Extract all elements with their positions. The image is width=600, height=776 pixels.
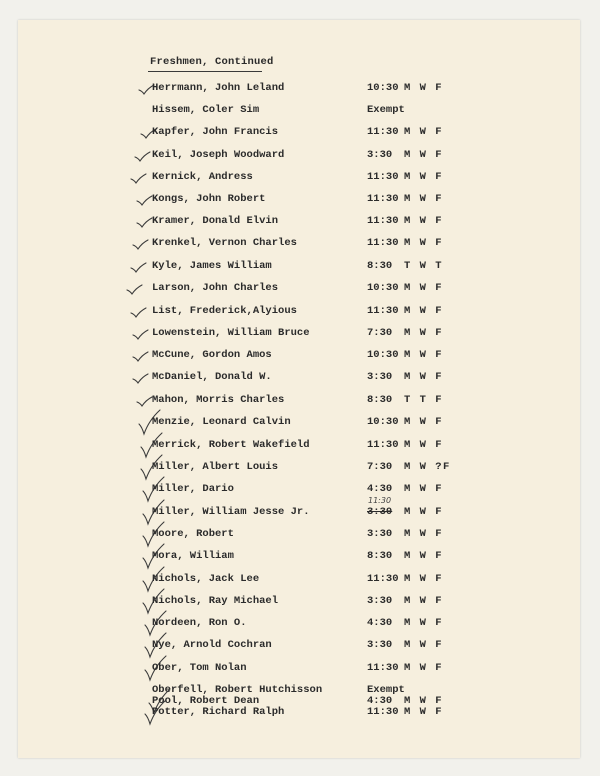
student-name: Nye, Arnold Cochran — [152, 639, 272, 651]
class-days: M W F — [404, 416, 444, 428]
class-time: 11:30 — [367, 237, 399, 249]
student-name: Keil, Joseph Woodward — [152, 149, 285, 161]
class-time: 4:30 — [367, 695, 393, 707]
table-row — [0, 371, 600, 387]
class-days: M W F — [404, 617, 444, 629]
class-days: M W F — [404, 327, 444, 339]
class-days: M W F — [404, 171, 444, 183]
student-name: Mora, William — [152, 550, 234, 562]
class-time: 3:30 — [367, 595, 393, 607]
student-name: Oberfell, Robert Hutchisson — [152, 684, 323, 696]
table-row — [0, 394, 600, 410]
class-days: M W F — [404, 706, 444, 718]
student-name: Mahon, Morris Charles — [152, 394, 285, 406]
handwritten-time-correction: 11:30 — [368, 496, 392, 505]
class-time: 4:30 — [367, 617, 393, 629]
class-days: M W F — [404, 573, 444, 585]
student-name: Nordeen, Ron O. — [152, 617, 247, 629]
student-name: Krenkel, Vernon Charles — [152, 237, 297, 249]
student-name: Nichols, Jack Lee — [152, 573, 260, 585]
student-name: List, Frederick,Alyious — [152, 305, 297, 317]
class-time: 11:30 — [367, 439, 399, 451]
class-days: M W F — [404, 215, 444, 227]
student-name: Kongs, John Robert — [152, 193, 266, 205]
class-time: 8:30 — [367, 550, 393, 562]
class-time: 10:30 — [367, 349, 399, 361]
table-row — [0, 237, 600, 253]
class-time: 10:30 — [367, 416, 399, 428]
student-name: Hissem, Coler Sim — [152, 104, 260, 116]
class-time: 8:30 — [367, 394, 393, 406]
heading-underline — [148, 71, 262, 72]
table-row — [0, 149, 600, 165]
class-days: M W F — [404, 550, 444, 562]
class-days: M W F — [404, 237, 444, 249]
class-time: 10:30 — [367, 82, 399, 94]
table-row — [0, 617, 600, 633]
class-days: M W F — [404, 282, 444, 294]
class-time: 11:30 — [367, 662, 399, 674]
table-row — [0, 662, 600, 678]
class-days: M W ?F — [404, 461, 451, 473]
table-row — [0, 639, 600, 655]
table-row — [0, 550, 600, 566]
class-time: 4:30 — [367, 483, 393, 495]
class-time: 11:30 — [367, 573, 399, 585]
table-row — [0, 528, 600, 544]
class-days: M W F — [404, 149, 444, 161]
class-days: M W F — [404, 662, 444, 674]
table-row — [0, 126, 600, 142]
class-days: T T F — [404, 394, 444, 406]
class-time: 11:30 — [367, 706, 399, 718]
class-days: M W F — [404, 126, 444, 138]
table-row — [0, 305, 600, 321]
checkmark-icon — [124, 278, 154, 302]
table-row — [0, 349, 600, 365]
table-row — [0, 282, 600, 298]
class-time: 3:30 — [367, 639, 393, 651]
table-row — [0, 439, 600, 455]
table-row — [0, 483, 600, 499]
student-name: Miller, Dario — [152, 483, 234, 495]
class-days: M W F — [404, 695, 444, 707]
class-time: 7:30 — [367, 461, 393, 473]
student-name: Lowenstein, William Bruce — [152, 327, 310, 339]
table-row — [0, 193, 600, 209]
class-time: 10:30 — [367, 282, 399, 294]
class-days: M W F — [404, 349, 444, 361]
table-row — [0, 573, 600, 589]
class-days: M W F — [404, 82, 444, 94]
student-name: Kernick, Andress — [152, 171, 253, 183]
class-days: M W F — [404, 483, 444, 495]
student-name: Kapfer, John Francis — [152, 126, 279, 138]
student-name: McDaniel, Donald W. — [152, 371, 272, 383]
class-time: 11:30 — [367, 171, 399, 183]
student-name: Menzie, Leonard Calvin — [152, 416, 291, 428]
student-name: Moore, Robert — [152, 528, 234, 540]
table-row — [0, 327, 600, 343]
student-name: Larson, John Charles — [152, 282, 279, 294]
table-row — [0, 706, 600, 722]
class-time: 3:30 — [367, 506, 393, 518]
class-time: 11:30 — [367, 215, 399, 227]
class-days: M W F — [404, 439, 444, 451]
class-days: M W F — [404, 528, 444, 540]
class-time: Exempt — [367, 104, 405, 116]
class-time: 11:30 — [367, 305, 399, 317]
student-name: Ober, Tom Nolan — [152, 662, 247, 674]
table-row — [0, 595, 600, 611]
table-row — [0, 260, 600, 276]
class-time: 3:30 — [367, 528, 393, 540]
student-name: Kramer, Donald Elvin — [152, 215, 279, 227]
class-days: M W F — [404, 639, 444, 651]
class-time: 3:30 — [367, 371, 393, 383]
page-heading: Freshmen, Continued — [150, 56, 274, 68]
table-row — [0, 416, 600, 432]
class-days: T W T — [404, 260, 444, 272]
student-name: Herrmann, John Leland — [152, 82, 285, 94]
class-time: 8:30 — [367, 260, 393, 272]
student-name: Kyle, James William — [152, 260, 272, 272]
class-time: 3:30 — [367, 149, 393, 161]
class-days: M W F — [404, 595, 444, 607]
class-time: 11:30 — [367, 126, 399, 138]
table-row — [0, 171, 600, 187]
class-days: M W F — [404, 506, 444, 518]
table-row — [0, 82, 600, 98]
class-time: 11:30 — [367, 193, 399, 205]
student-name: Pool, Robert Dean — [152, 695, 260, 707]
table-row — [0, 496, 600, 522]
class-days: M W F — [404, 305, 444, 317]
student-name: Miller, William Jesse Jr. — [152, 506, 310, 518]
student-name: Miller, Albert Louis — [152, 461, 279, 473]
table-row — [0, 104, 600, 120]
table-row — [0, 461, 600, 477]
student-name: Potter, Richard Ralph — [152, 706, 285, 718]
student-name: Merrick, Robert Wakefield — [152, 439, 310, 451]
student-name: McCune, Gordon Amos — [152, 349, 272, 361]
student-name: Nichols, Ray Michael — [152, 595, 279, 607]
class-days: M W F — [404, 193, 444, 205]
class-time: 7:30 — [367, 327, 393, 339]
class-days: M W F — [404, 371, 444, 383]
class-time: Exempt — [367, 684, 405, 696]
table-row — [0, 215, 600, 231]
